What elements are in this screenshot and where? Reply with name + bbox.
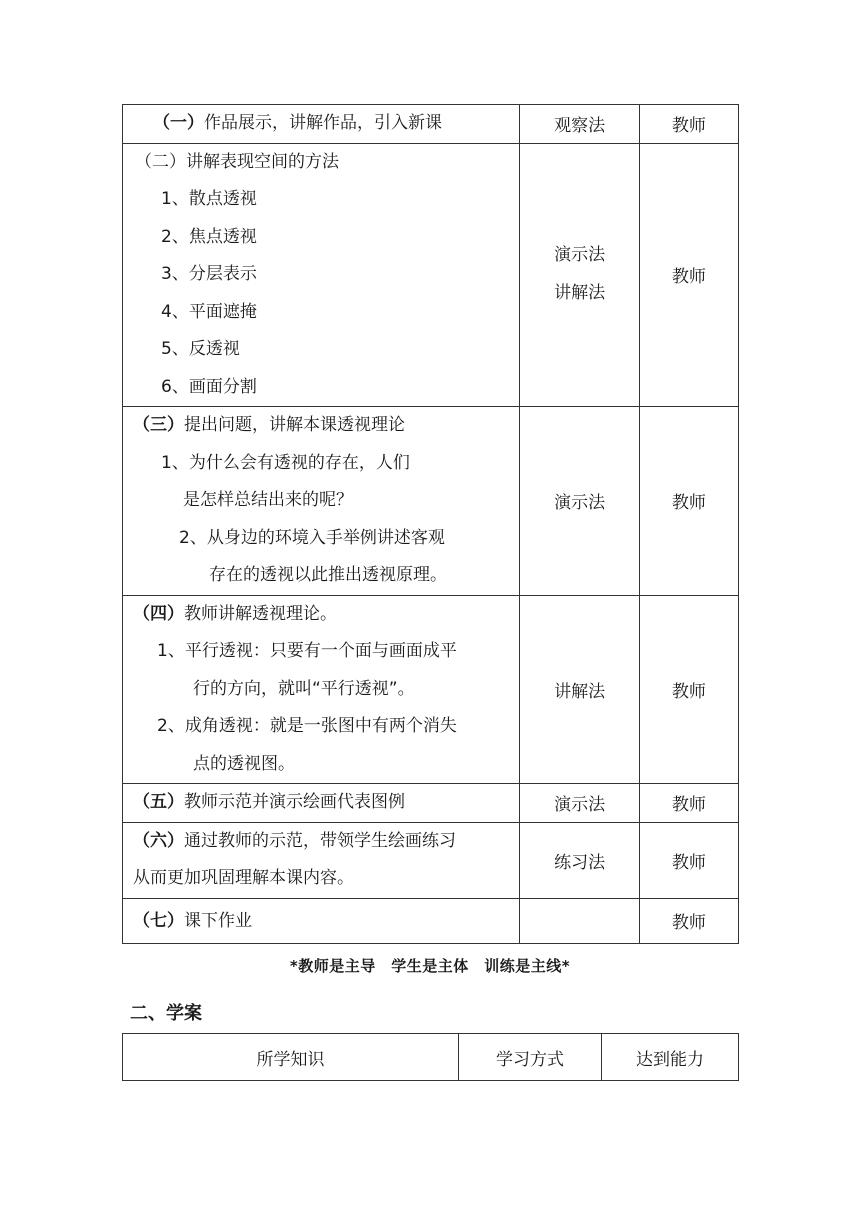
list-item: 存在的透视以此推出透视原理。 <box>209 565 447 585</box>
table-row <box>123 407 739 596</box>
header-cell-method: 学习方式 <box>459 1034 602 1081</box>
table-row <box>123 784 739 823</box>
row-heading: （六）通过教师的示范，带领学生绘画练习 <box>133 830 456 851</box>
table-row <box>123 143 739 407</box>
list-item: 1、散点透视 <box>161 189 257 209</box>
role-cell: 教师 <box>639 595 738 784</box>
table-row <box>123 105 739 144</box>
list-item: 1、为什么会有透视的存在，人们 <box>161 452 410 473</box>
role-cell: 教师 <box>639 407 738 596</box>
row-heading: （四）教师讲解透视理论。 <box>133 603 337 624</box>
content-cell <box>123 407 520 596</box>
list-item: 从而更加巩固理解本课内容。 <box>133 868 354 888</box>
lesson-plan-table <box>122 104 739 944</box>
list-item: 5、反透视 <box>161 339 240 359</box>
content-cell <box>123 143 520 407</box>
list-item: 3、分层表示 <box>161 264 257 284</box>
header-cell-knowledge: 所学知识 <box>123 1034 459 1081</box>
section-title: 二、学案 <box>130 1003 202 1024</box>
method-cell: 练习法 <box>520 822 639 898</box>
content-cell <box>123 898 520 943</box>
table-row <box>123 595 739 784</box>
row-heading: （二）讲解表现空间的方法 <box>135 151 339 172</box>
table-header-row <box>123 1034 739 1081</box>
study-plan-table <box>122 1033 739 1081</box>
list-item: 4、平面遮掩 <box>161 301 257 322</box>
list-item: 是怎样总结出来的呢？ <box>183 490 353 510</box>
role-cell: 教师 <box>639 822 738 898</box>
role-cell: 教师 <box>639 898 738 943</box>
list-item: 行的方向，就叫“平行透视”。 <box>193 678 415 699</box>
row-heading: （一）作品展示，讲解作品，引入新课 <box>153 113 442 133</box>
content-cell <box>123 105 520 144</box>
motto-text: *教师是主导 学生是主体 训练是主线* <box>289 957 571 975</box>
method-cell: 演示法 <box>520 407 639 596</box>
role-cell: 教师 <box>639 784 738 823</box>
list-item: 1、平行透视：只要有一个面与画面成平 <box>157 641 457 661</box>
content-cell <box>123 784 520 823</box>
list-item: 2、成角透视：就是一张图中有两个消失 <box>157 716 457 736</box>
method-cell: 演示法 <box>520 784 639 823</box>
role-cell: 教师 <box>639 105 738 144</box>
role-cell: 教师 <box>639 143 738 407</box>
method-cell <box>520 898 639 943</box>
table-row <box>123 898 739 943</box>
header-cell-ability: 达到能力 <box>602 1034 739 1081</box>
method-cell: 讲解法 <box>520 595 639 784</box>
row-heading: （七）课下作业 <box>133 910 252 931</box>
list-item: 2、焦点透视 <box>161 226 257 247</box>
list-item: 点的透视图。 <box>193 753 295 774</box>
row-heading: （五）教师示范并演示绘画代表图例 <box>133 792 405 812</box>
row-heading: （三）提出问题，讲解本课透视理论 <box>133 415 405 435</box>
list-item: 2、从身边的环境入手举例讲述客观 <box>179 527 445 548</box>
method-cell: 观察法 <box>520 105 639 144</box>
list-item: 6、画面分割 <box>161 376 257 397</box>
method-cell: 演示法 讲解法 <box>520 143 639 407</box>
table-row <box>123 822 739 898</box>
content-cell <box>123 595 520 784</box>
content-cell <box>123 822 520 898</box>
